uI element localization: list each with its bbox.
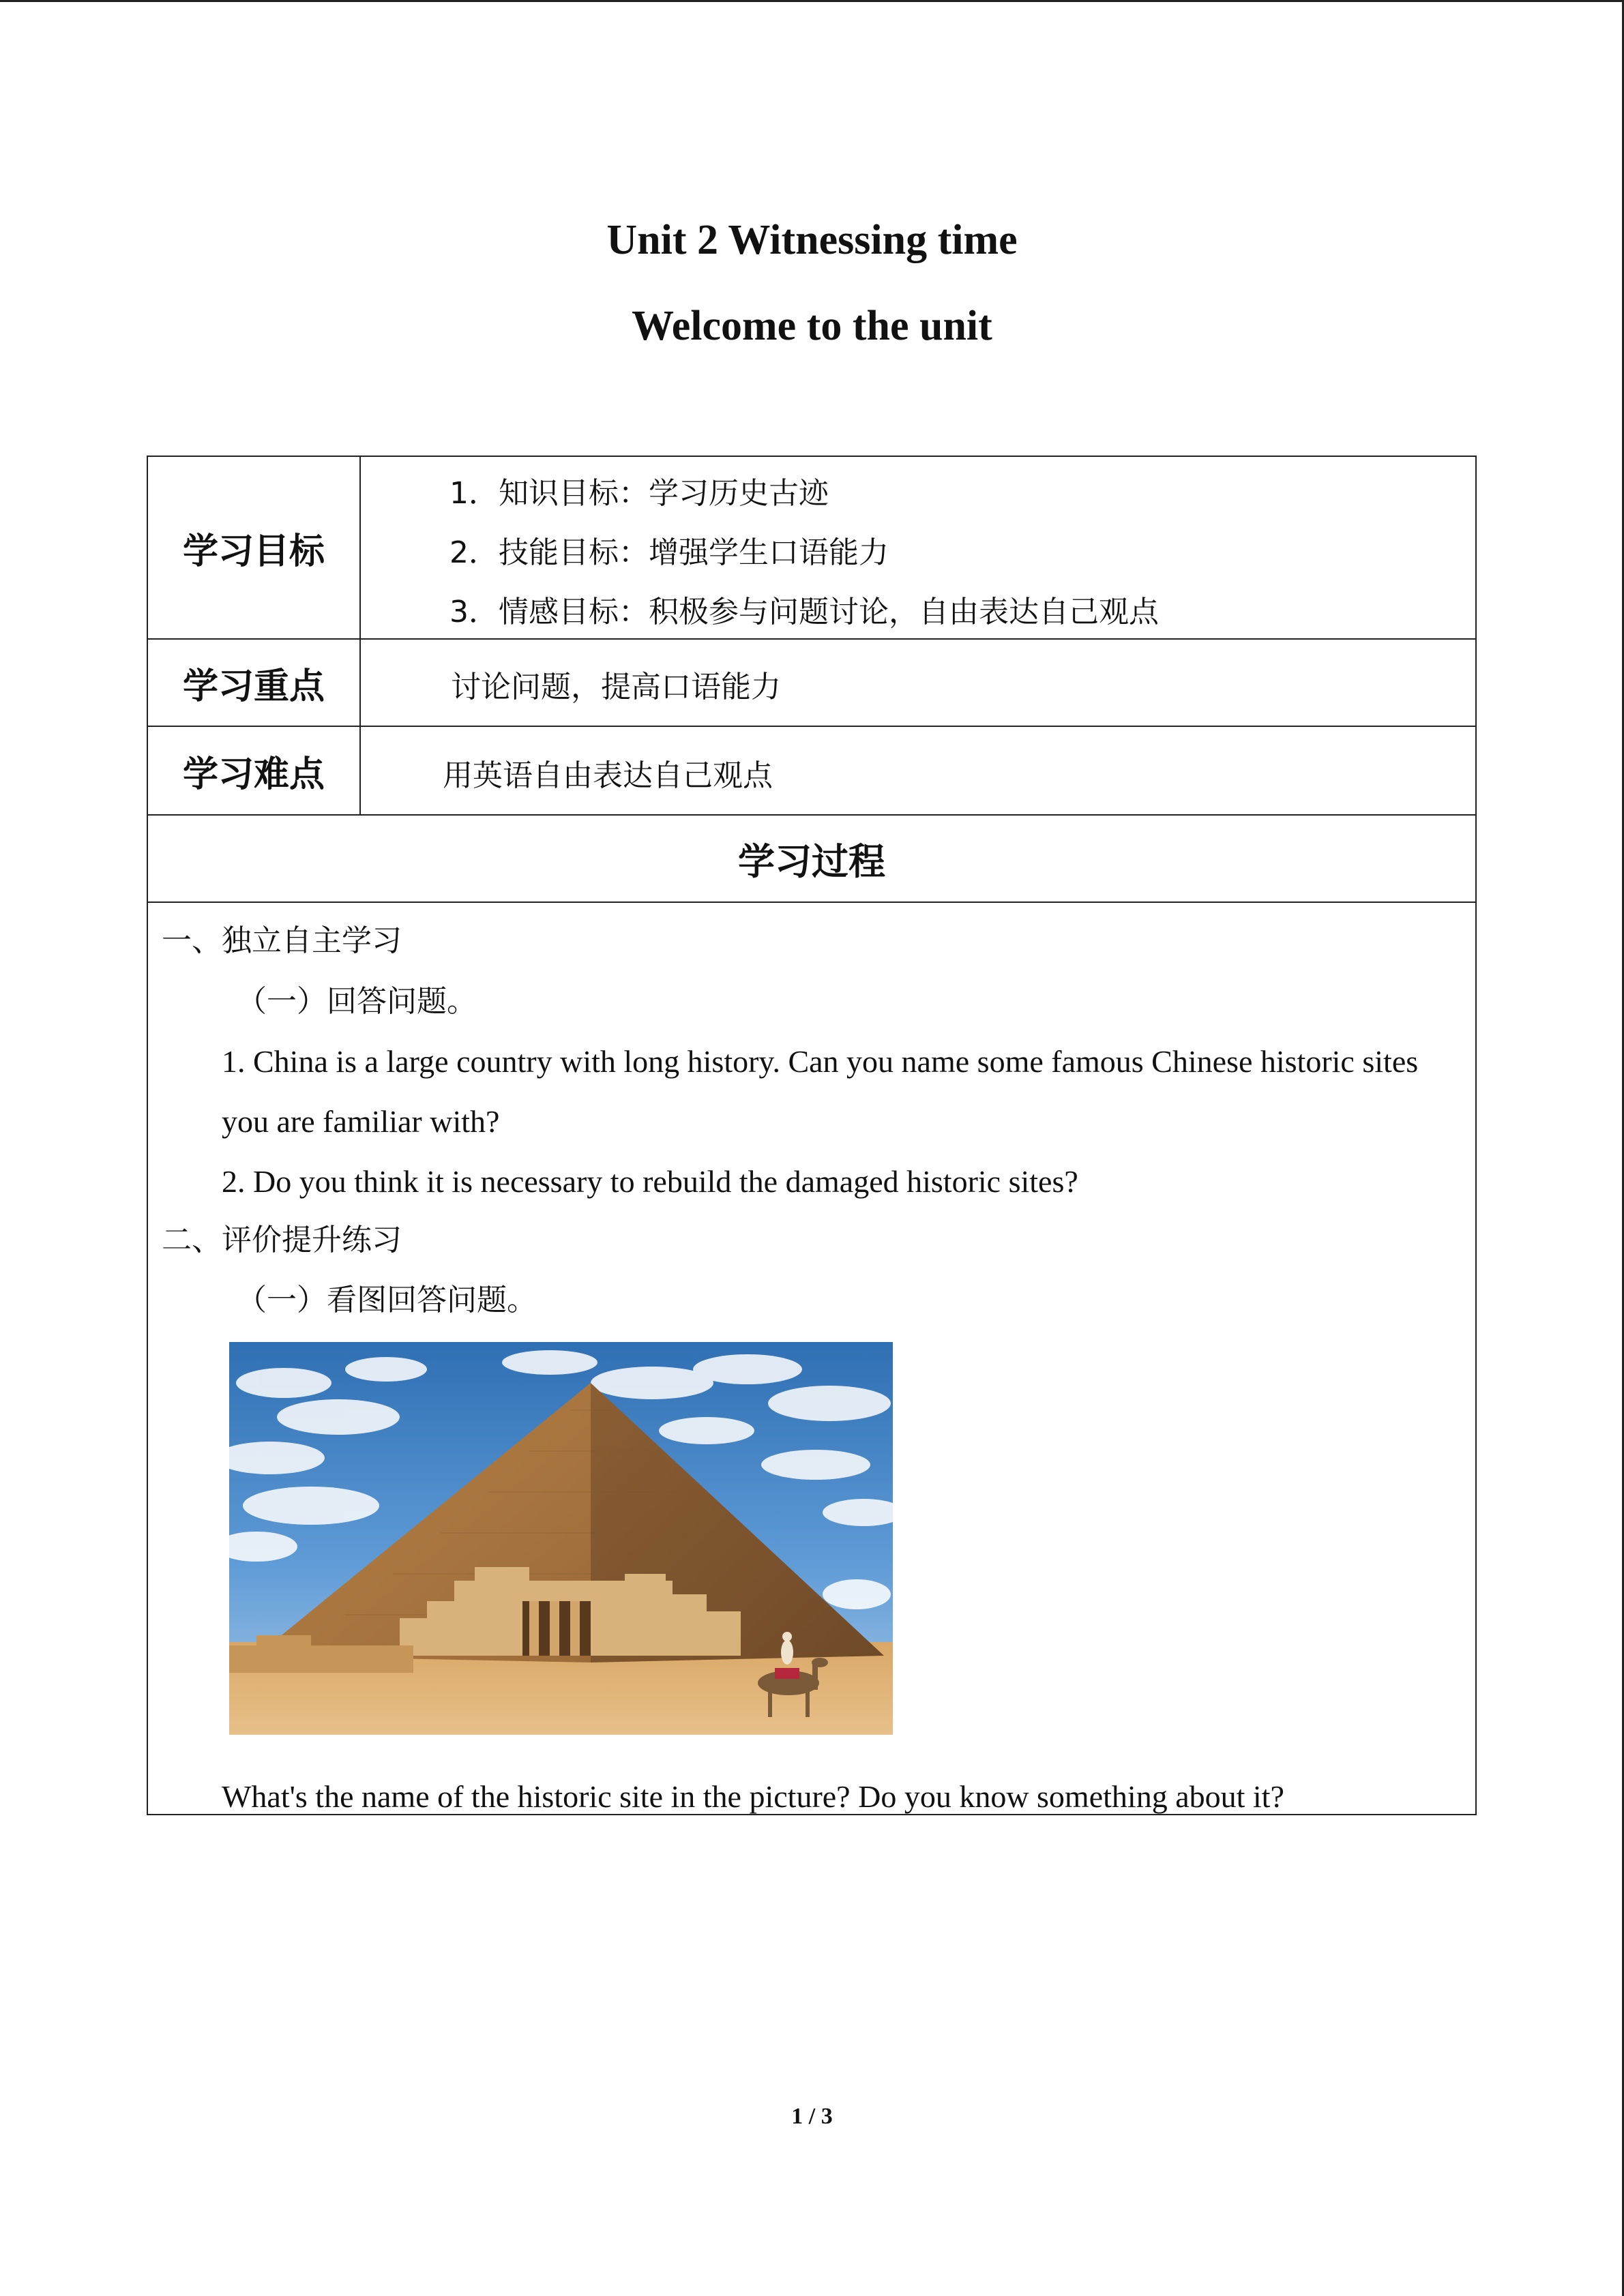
difficulty-label: 学习难点	[148, 727, 361, 814]
question-1-line-1: 1. China is a large country with long history. Can you name some famous Chinese historic sites	[222, 1044, 1419, 1079]
difficulty-content	[361, 727, 1475, 814]
page-top-border	[0, 0, 1624, 2]
objective-item: 2．技能目标：增强学生口语能力	[449, 535, 889, 570]
key-point-text: 讨论问题，提高口语能力	[451, 670, 781, 704]
process-heading: 学习过程	[738, 839, 885, 883]
section-1-subtitle: （一）回答问题。	[237, 984, 477, 1019]
question-1-line-2: you are familiar with?	[222, 1104, 500, 1139]
pyramid-photo	[229, 1342, 893, 1735]
section-2-title: 二、评价提升练习	[162, 1223, 402, 1257]
objective-item: 1．知识目标：学习历史古迹	[449, 476, 829, 511]
difficulty-row	[148, 727, 1475, 816]
picture-question: What's the name of the historic site in the picture? Do you know something about it?	[222, 1779, 1284, 1814]
section-2-subtitle: （一）看图回答问题。	[237, 1283, 537, 1317]
process-heading-row	[148, 816, 1475, 903]
key-point-label: 学习重点	[148, 640, 361, 726]
document-title: Unit 2 Witnessing time	[606, 217, 1018, 263]
key-point-row	[148, 640, 1475, 727]
objective-item: 3．情感目标：积极参与问题讨论，自由表达自己观点	[449, 595, 1159, 629]
section-1-title: 一、独立自主学习	[162, 923, 402, 958]
objectives-label: 学习目标	[148, 457, 361, 638]
objectives-content	[361, 457, 1475, 638]
document-subtitle: Welcome to the unit	[632, 303, 992, 349]
question-2: 2. Do you think it is necessary to rebuild the damaged historic sites?	[222, 1164, 1078, 1199]
key-point-content	[361, 640, 1475, 726]
difficulty-text: 用英语自由表达自己观点	[443, 758, 773, 793]
lesson-table	[147, 456, 1477, 1815]
page-number: 1 / 3	[791, 2104, 833, 2129]
objectives-row	[148, 457, 1475, 640]
